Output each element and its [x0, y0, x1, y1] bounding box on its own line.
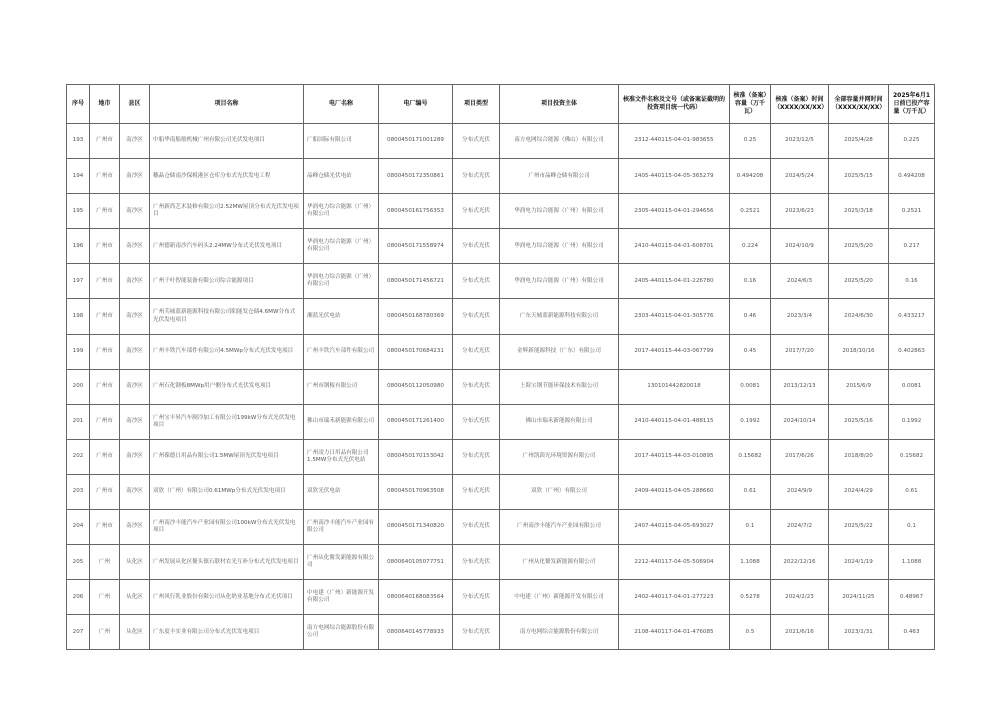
header-district: 县区 [120, 85, 150, 124]
cell-capacity: 0.16 [730, 264, 771, 299]
cell-operating-capacity: 0.1992 [889, 404, 935, 439]
header-project-name: 项目名称 [150, 85, 304, 124]
table-row [67, 404, 935, 439]
header-project-type: 项目类型 [453, 85, 500, 124]
cell-index: 193 [67, 124, 90, 159]
cell-capacity: 0.15682 [730, 439, 771, 474]
cell-approval-doc: 2409-440115-04-05-288660 [619, 474, 730, 509]
cell-project-name: 广州新尚艺术装修有限公司2.52MW屋顶分布式光伏发电项目 [150, 194, 304, 229]
cell-capacity: 0.224 [730, 229, 771, 264]
cell-index: 201 [67, 404, 90, 439]
cell-investor: 金辉新能源科技（广东）有限公司 [500, 334, 619, 369]
table-row [67, 545, 935, 580]
cell-project-name: 广州风行乳业股份有限公司从化奶业基地分布式光伏项目 [150, 580, 304, 615]
cell-index: 197 [67, 264, 90, 299]
cell-operating-capacity: 0.0081 [889, 369, 935, 404]
cell-project-type: 分布式光伏 [453, 299, 500, 334]
cell-district: 从化区 [120, 545, 150, 580]
cell-approval-date: 2024/10/14 [771, 404, 829, 439]
cell-index: 204 [67, 510, 90, 545]
cell-operating-capacity: 0.225 [889, 124, 935, 159]
cell-city: 广州市 [90, 404, 120, 439]
cell-plant-name: 中电建（广州）新能源开发有限公司 [304, 580, 379, 615]
cell-index: 203 [67, 474, 90, 509]
cell-capacity: 0.1 [730, 510, 771, 545]
cell-index: 200 [67, 369, 90, 404]
cell-plant-name: 南方电网综合能源股份有限公司 [304, 615, 379, 650]
cell-plant-name: 广州南沙丰能汽车产业园有限公司 [304, 510, 379, 545]
header-investor: 项目投资主体 [500, 85, 619, 124]
cell-investor: 南方电网综合能源股份有限公司 [500, 615, 619, 650]
cell-approval-date: 2023/3/4 [771, 299, 829, 334]
project-table-sheet [66, 84, 934, 650]
cell-plant-number: 0800450112050980 [379, 369, 453, 404]
cell-plant-name: 广州市钢板有限公司 [304, 369, 379, 404]
cell-project-name: 广州石化钢板8MWp用户侧分布式光伏发电项目 [150, 369, 304, 404]
cell-plant-name: 佛山市瑞禾新能源有限公司 [304, 404, 379, 439]
table-row [67, 229, 935, 264]
cell-approval-doc: 2017-440115-44-03-010895 [619, 439, 730, 474]
cell-investor: 上海宝钢节能环保技术有限公司 [500, 369, 619, 404]
cell-approval-date: 2017/7/20 [771, 334, 829, 369]
table-row [67, 194, 935, 229]
cell-city: 广州 [90, 615, 120, 650]
cell-investor: 佛山市瑞禾新能源有限公司 [500, 404, 619, 439]
table-row [67, 159, 935, 194]
cell-project-type: 分布式光伏 [453, 264, 500, 299]
cell-operating-capacity: 0.217 [889, 229, 935, 264]
cell-city: 广州 [90, 545, 120, 580]
cell-approval-doc: 2407-440115-04-05-693027 [619, 510, 730, 545]
cell-approval-doc: 130101442820018 [619, 369, 730, 404]
cell-city: 广州 [90, 580, 120, 615]
cell-index: 196 [67, 229, 90, 264]
header-plant-name: 电厂名称 [304, 85, 379, 124]
cell-city: 广州市 [90, 474, 120, 509]
cell-plant-number: 0800450171340820 [379, 510, 453, 545]
cell-district: 南沙区 [120, 124, 150, 159]
cell-plant-number: 0800450172350861 [379, 159, 453, 194]
cell-index: 206 [67, 580, 90, 615]
cell-plant-name: 双欣光伏电站 [304, 474, 379, 509]
cell-project-type: 分布式光伏 [453, 615, 500, 650]
cell-city: 广州市 [90, 159, 120, 194]
cell-approval-doc: 2212-440117-04-05-506904 [619, 545, 730, 580]
cell-approval-doc: 2402-440117-04-01-277223 [619, 580, 730, 615]
cell-plant-number: 0800450170684231 [379, 334, 453, 369]
cell-capacity: 1.1088 [730, 545, 771, 580]
cell-capacity: 0.2521 [730, 194, 771, 229]
cell-grid-date: 2018/10/16 [829, 334, 889, 369]
cell-project-type: 分布式光伏 [453, 159, 500, 194]
cell-city: 广州市 [90, 264, 120, 299]
cell-index: 199 [67, 334, 90, 369]
header-plant-number: 电厂编号 [379, 85, 453, 124]
cell-approval-doc: 2305-440115-04-01-294656 [619, 194, 730, 229]
cell-grid-date: 2024/11/25 [829, 580, 889, 615]
table-row [67, 334, 935, 369]
cell-operating-capacity: 0.463 [889, 615, 935, 650]
cell-operating-capacity: 1.1088 [889, 545, 935, 580]
cell-operating-capacity: 0.48967 [889, 580, 935, 615]
cell-plant-name: 广船国际有限公司 [304, 124, 379, 159]
cell-approval-date: 2024/2/23 [771, 580, 829, 615]
cell-index: 195 [67, 194, 90, 229]
cell-approval-date: 2023/12/5 [771, 124, 829, 159]
cell-project-name: 广州丰铁汽车部件有限公司4.5MWp分布式光伏发电项目 [150, 334, 304, 369]
cell-project-name: 穗晶仓储南沙保税港区仓库分布式光伏发电工程 [150, 159, 304, 194]
cell-plant-name: 广州从化鳌发新能源有限公司 [304, 545, 379, 580]
cell-approval-doc: 2405-440115-04-05-365279 [619, 159, 730, 194]
cell-project-name: 广州葆德日用品有限公司1.5MW屋顶光伏发电项目 [150, 439, 304, 474]
cell-capacity: 0.1992 [730, 404, 771, 439]
cell-district: 南沙区 [120, 474, 150, 509]
cell-grid-date: 2023/1/31 [829, 615, 889, 650]
header-approval-date: 核准（备案）时间（XXXX/XX/XX） [771, 85, 829, 124]
table-row [67, 264, 935, 299]
cell-city: 广州市 [90, 369, 120, 404]
cell-project-type: 分布式光伏 [453, 194, 500, 229]
cell-project-name: 广州德新南沙汽车码头2.24MW分布式光伏发电项目 [150, 229, 304, 264]
cell-index: 202 [67, 439, 90, 474]
cell-capacity: 0.45 [730, 334, 771, 369]
header-operating-capacity: 2025年6月1日前已投产容量（万千瓦） [889, 85, 935, 124]
cell-project-type: 分布式光伏 [453, 404, 500, 439]
cell-investor: 广州从化鳌发新能源有限公司 [500, 545, 619, 580]
header-capacity: 核准（备案）容量（万千瓦） [730, 85, 771, 124]
cell-project-name: 广州发展从化区鳌头镇石联村农光互补分布式光伏发电项目 [150, 545, 304, 580]
cell-plant-name: 晶峰仓储光伏电站 [304, 159, 379, 194]
cell-approval-date: 2023/6/23 [771, 194, 829, 229]
cell-investor: 中电建（广州）新能源开发有限公司 [500, 580, 619, 615]
cell-project-name: 广东度丰实业有限公司分布式光伏发电项目 [150, 615, 304, 650]
cell-grid-date: 2025/5/20 [829, 229, 889, 264]
cell-operating-capacity: 0.61 [889, 474, 935, 509]
cell-index: 198 [67, 299, 90, 334]
cell-project-type: 分布式光伏 [453, 369, 500, 404]
cell-index: 194 [67, 159, 90, 194]
table-header-row [67, 85, 935, 124]
cell-plant-name: 广州凌力日用品有限公司1.5MW分布式光伏电站 [304, 439, 379, 474]
cell-operating-capacity: 0.494208 [889, 159, 935, 194]
cell-grid-date: 2025/5/20 [829, 264, 889, 299]
cell-capacity: 0.5278 [730, 580, 771, 615]
cell-city: 广州市 [90, 124, 120, 159]
cell-city: 广州市 [90, 194, 120, 229]
table-row [67, 369, 935, 404]
table-row [67, 510, 935, 545]
cell-approval-date: 2017/6/26 [771, 439, 829, 474]
cell-approval-date: 2024/9/9 [771, 474, 829, 509]
cell-grid-date: 2025/4/28 [829, 124, 889, 159]
table-row [67, 580, 935, 615]
cell-investor: 双欣（广州）有限公司 [500, 474, 619, 509]
cell-plant-number: 0800450171558974 [379, 229, 453, 264]
cell-plant-number: 0800450171001289 [379, 124, 453, 159]
cell-investor: 华润电力综合能源（广州）有限公司 [500, 194, 619, 229]
cell-approval-doc: 2108-440117-04-01-476085 [619, 615, 730, 650]
cell-capacity: 0.494208 [730, 159, 771, 194]
cell-capacity: 0.0081 [730, 369, 771, 404]
cell-plant-number: 0800640168083564 [379, 580, 453, 615]
cell-investor: 广州市晶峰仓储有限公司 [500, 159, 619, 194]
cell-plant-name: 华润电力综合能源（广州）有限公司 [304, 229, 379, 264]
cell-plant-name: 华润电力综合能源（广州）有限公司 [304, 264, 379, 299]
cell-grid-date: 2025/5/16 [829, 404, 889, 439]
cell-investor: 华润电力综合能源（广州）有限公司 [500, 229, 619, 264]
header-approval-doc: 核准文件名称及文号（或备案证截明的投资项目统一代码） [619, 85, 730, 124]
cell-district: 南沙区 [120, 264, 150, 299]
cell-city: 广州市 [90, 334, 120, 369]
cell-operating-capacity: 0.402863 [889, 334, 935, 369]
cell-project-name: 广州芙城蓝新能源科技有限公司阳能发仓储4.6MW分布式光伏发电项目 [150, 299, 304, 334]
cell-capacity: 0.46 [730, 299, 771, 334]
cell-plant-number: 0800450168780369 [379, 299, 453, 334]
cell-investor: 广州凯茵光环境资源有限公司 [500, 439, 619, 474]
cell-district: 从化区 [120, 580, 150, 615]
header-city: 地市 [90, 85, 120, 124]
table-row [67, 615, 935, 650]
cell-district: 南沙区 [120, 404, 150, 439]
cell-approval-date: 2013/12/13 [771, 369, 829, 404]
cell-district: 南沙区 [120, 194, 150, 229]
cell-plant-number: 0800450170963508 [379, 474, 453, 509]
cell-approval-doc: 2405-440115-04-01-226780 [619, 264, 730, 299]
cell-approval-date: 2024/6/3 [771, 264, 829, 299]
cell-approval-doc: 2312-440115-04-01-983655 [619, 124, 730, 159]
cell-index: 207 [67, 615, 90, 650]
cell-district: 南沙区 [120, 334, 150, 369]
cell-grid-date: 2015/6/9 [829, 369, 889, 404]
cell-approval-doc: 2410-440115-04-01-608701 [619, 229, 730, 264]
cell-district: 南沙区 [120, 439, 150, 474]
cell-index: 205 [67, 545, 90, 580]
cell-capacity: 0.25 [730, 124, 771, 159]
cell-city: 广州市 [90, 510, 120, 545]
cell-plant-number: 0800640105077751 [379, 545, 453, 580]
cell-investor: 南方电网综合能源（佛山）有限公司 [500, 124, 619, 159]
cell-project-type: 分布式光伏 [453, 580, 500, 615]
cell-investor: 广东天城蓝新能源科技有限公司 [500, 299, 619, 334]
cell-approval-doc: 2303-440115-04-01-305776 [619, 299, 730, 334]
cell-operating-capacity: 0.16 [889, 264, 935, 299]
cell-grid-date: 2018/8/20 [829, 439, 889, 474]
cell-district: 南沙区 [120, 159, 150, 194]
table-row [67, 124, 935, 159]
cell-approval-date: 2022/12/16 [771, 545, 829, 580]
cell-approval-date: 2024/7/2 [771, 510, 829, 545]
cell-project-name: 中船华南船舶机械广州有限公司光伏发电项目 [150, 124, 304, 159]
cell-project-type: 分布式光伏 [453, 439, 500, 474]
cell-investor: 广州南沙丰能汽车产业园有限公司 [500, 510, 619, 545]
cell-city: 广州市 [90, 229, 120, 264]
table-body [67, 124, 935, 650]
cell-grid-date: 2025/3/18 [829, 194, 889, 229]
cell-investor: 华润电力综合能源（广州）有限公司 [500, 264, 619, 299]
cell-grid-date: 2024/1/19 [829, 545, 889, 580]
cell-grid-date: 2024/4/29 [829, 474, 889, 509]
cell-project-type: 分布式光伏 [453, 510, 500, 545]
table-row [67, 299, 935, 334]
cell-project-type: 分布式光伏 [453, 334, 500, 369]
cell-district: 南沙区 [120, 510, 150, 545]
cell-project-name: 广州南沙丰能汽车产业园有限公司100kW分布式光伏发电项目 [150, 510, 304, 545]
cell-plant-number: 0800450171261400 [379, 404, 453, 439]
cell-plant-number: 0800450171456721 [379, 264, 453, 299]
cell-approval-date: 2024/5/24 [771, 159, 829, 194]
cell-plant-name: 广州丰铁汽车部件有限公司 [304, 334, 379, 369]
cell-capacity: 0.5 [730, 615, 771, 650]
cell-approval-date: 2024/10/9 [771, 229, 829, 264]
cell-city: 广州市 [90, 439, 120, 474]
cell-district: 南沙区 [120, 229, 150, 264]
cell-project-name: 广州宝丰昇汽车制冷加工有限公司199kW分布式光伏发电项目 [150, 404, 304, 439]
cell-operating-capacity: 0.1 [889, 510, 935, 545]
project-table [66, 84, 935, 650]
cell-plant-name: 华润电力综合能源（广州）有限公司 [304, 194, 379, 229]
cell-approval-date: 2021/6/16 [771, 615, 829, 650]
cell-project-type: 分布式光伏 [453, 474, 500, 509]
cell-plant-number: 0800450170153042 [379, 439, 453, 474]
cell-operating-capacity: 0.433217 [889, 299, 935, 334]
header-grid-date: 全部容量并网时间（XXXX/XX/XX） [829, 85, 889, 124]
cell-grid-date: 2025/5/22 [829, 510, 889, 545]
cell-capacity: 0.61 [730, 474, 771, 509]
table-row [67, 439, 935, 474]
cell-project-type: 分布式光伏 [453, 229, 500, 264]
cell-district: 南沙区 [120, 299, 150, 334]
cell-approval-doc: 2410-440115-04-01-488115 [619, 404, 730, 439]
cell-city: 广州市 [90, 299, 120, 334]
cell-project-name: 广州千叶智能装备有限公司综合能源项目 [150, 264, 304, 299]
cell-plant-number: 0800450161756353 [379, 194, 453, 229]
cell-plant-number: 0800640145778933 [379, 615, 453, 650]
cell-project-type: 分布式光伏 [453, 124, 500, 159]
header-index: 序号 [67, 85, 90, 124]
cell-district: 从化区 [120, 615, 150, 650]
cell-district: 南沙区 [120, 369, 150, 404]
cell-plant-name: 湘蓝光伏电站 [304, 299, 379, 334]
cell-project-type: 分布式光伏 [453, 545, 500, 580]
cell-operating-capacity: 0.2521 [889, 194, 935, 229]
cell-operating-capacity: 0.15682 [889, 439, 935, 474]
cell-grid-date: 2024/6/30 [829, 299, 889, 334]
cell-approval-doc: 2017-440115-44-03-067799 [619, 334, 730, 369]
cell-grid-date: 2025/5/15 [829, 159, 889, 194]
cell-project-name: 双欣（广州）有限公司0.61MWp分布式光伏发电项目 [150, 474, 304, 509]
table-row [67, 474, 935, 509]
